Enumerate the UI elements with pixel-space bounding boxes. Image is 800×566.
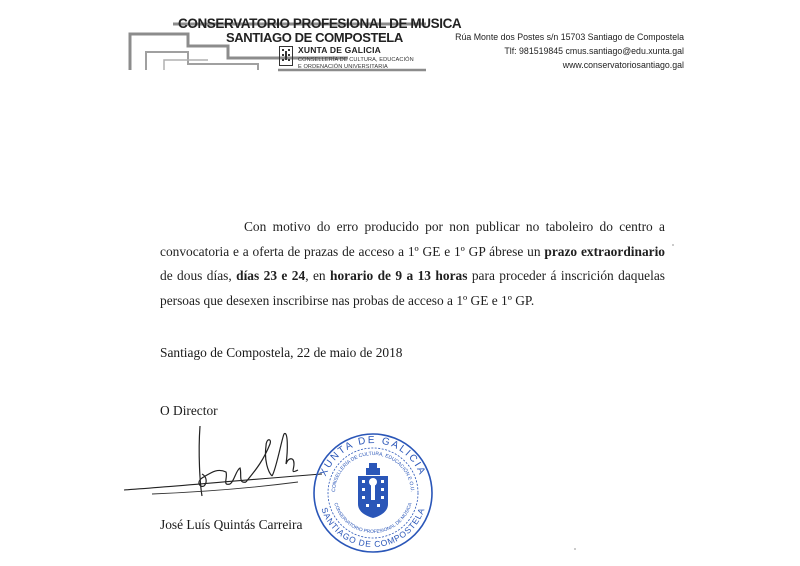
conselleria-line-2: E ORDENACIÓN UNIVERSITARIA (298, 64, 388, 70)
xunta-emblem-icon (279, 46, 293, 66)
conservatory-city: SANTIAGO DE COMPOSTELA (226, 30, 403, 45)
notice-text-2: de dous días, (160, 268, 237, 283)
notice-text-4: para proceder á inscrición daquelas persoas que desexen inscribirse nas probas de acceso a 1º GE e 1º GP. (160, 268, 665, 308)
xunta-label: XUNTA DE GALICIA (298, 45, 382, 55)
paper-speck (672, 244, 674, 246)
svg-text:CONSELLERÍA DE CULTURA, EDUCAC: CONSELLERÍA DE CULTURA, EDUCACIÓN E O.U. (330, 450, 415, 493)
notice-bold-dias: días 23 e 24 (236, 268, 306, 283)
contact-phone-email: Tlf: 981519845 cmus.santiago@edu.xunta.gal (504, 46, 684, 56)
conselleria-label (298, 57, 414, 71)
svg-text:CONSERVATORIO PROFESIONAL DE M: CONSERVATORIO PROFESIONAL DE MÚSICA (332, 502, 414, 536)
svg-text:SANTIAGO DE COMPOSTELA: SANTIAGO DE COMPOSTELA (319, 506, 427, 550)
handwritten-signature (122, 424, 322, 524)
official-stamp (310, 432, 436, 554)
contact-address: Rúa Monte dos Postes s/n 15703 Santiago de Compostela (455, 32, 684, 42)
notice-paragraph (160, 215, 665, 313)
notice-text-1: Con motivo do erro producido por non publicar no taboleiro do centro a convocatoria e a oferta de prazas de acceso a 1º GE e 1º GP ábrese un (160, 219, 665, 259)
contact-block (455, 30, 684, 72)
paper-speck (574, 548, 576, 550)
svg-text:XUNTA DE GALICIA: XUNTA DE GALICIA (318, 434, 428, 478)
signer-role: O Director (160, 403, 218, 418)
notice-bold-prazo: prazo extraordinario (544, 243, 665, 259)
conservatory-title: CONSERVATORIO PROFESIONAL DE MUSICA (178, 16, 462, 31)
signer-name: José Luís Quintás Carreira (160, 517, 303, 532)
notice-text-3: , en (305, 268, 331, 283)
notice-bold-horario: horario de 9 a 13 horas (330, 268, 468, 283)
conselleria-line-1: CONSELLERÍA DE CULTURA, EDUCACIÓN (298, 57, 414, 63)
dateline: Santiago de Compostela, 22 de maio de 2018 (160, 345, 403, 360)
contact-website: www.conservatoriosantiago.gal (562, 60, 684, 70)
